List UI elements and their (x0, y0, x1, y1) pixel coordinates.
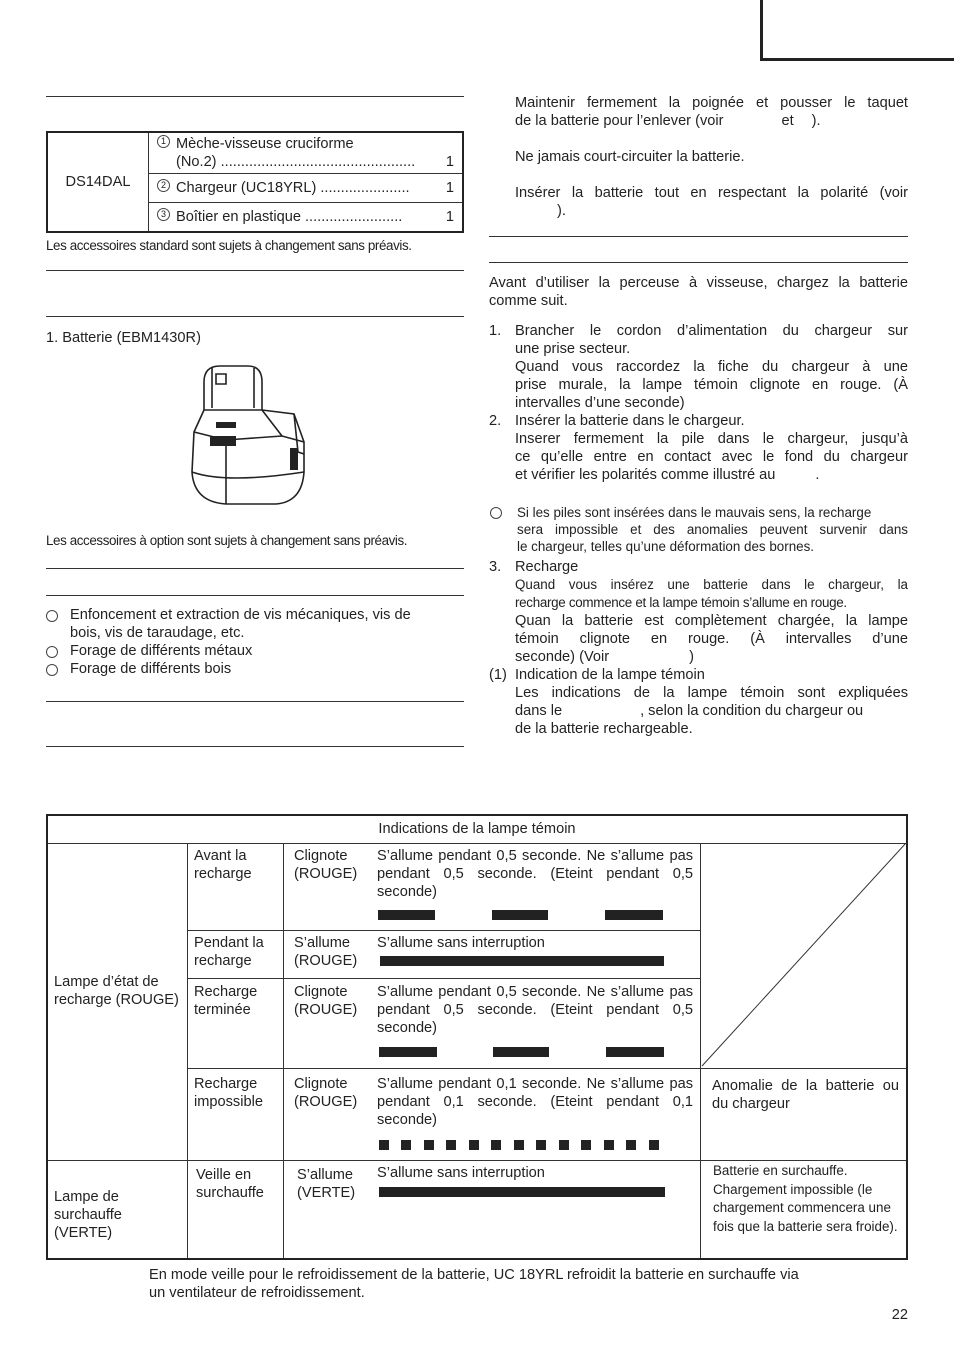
application-text: bois, vis de taraudage, etc. (70, 625, 245, 641)
text-line: prise murale, la lampe témoin clignote en rouge. (À (515, 377, 908, 393)
state-cell: Recharge terminée (194, 984, 258, 1018)
bullet-icon (490, 507, 502, 519)
table-header: Indications de la lampe témoin (378, 821, 576, 837)
text-line: Quand vous raccordez la fiche du chargeur à une (515, 359, 908, 375)
charging-intro (489, 274, 908, 310)
accessory-name: Mèche-visseuse cruciforme (176, 136, 354, 152)
section-rule (489, 262, 908, 263)
bullet-icon (46, 664, 58, 676)
text-line: comme suit. (489, 293, 568, 309)
accessory-qty: 1 (445, 180, 454, 196)
circled-number: 1 (157, 135, 170, 148)
blink-bar (492, 910, 548, 920)
application-text: Enfoncement et extraction de vis mécaniques, vis de (70, 607, 411, 623)
text-line: Les indications de la lampe témoin sont expliquées (515, 685, 908, 701)
text-line: et vérifier les polarités comme illustré au (515, 467, 776, 483)
accessory-qty: 1 (445, 154, 454, 170)
text-line: le chargeur, telles qu’une déformation des bornes. (517, 539, 815, 554)
text-line: Si les piles sont insérées dans le mauvais sens, la recharge (517, 505, 872, 520)
text-line: En mode veille pour le refroidissement de la batterie, UC 18YRL refroidit la batterie en surchauffe via (149, 1267, 799, 1283)
step-number: 3. (489, 559, 502, 575)
text-line: Insérer la batterie dans le chargeur. (515, 413, 745, 429)
accessory-qty: 1 (445, 209, 454, 225)
text-line: recharge commence et la lampe témoin s’allume en rouge. (515, 595, 847, 610)
blink-bar (493, 1047, 549, 1057)
circled-number: 3 (157, 208, 170, 221)
text-line: ) (689, 649, 694, 665)
continuous-bar (380, 956, 664, 966)
text-line: Inserer fermement la pile dans le chargeur, jusqu’à (515, 431, 908, 447)
circled-number: 2 (157, 179, 170, 192)
text-line: Maintenir fermement la poignée et pousser le taquet (515, 95, 908, 111)
state-cell: Veille en surchauffe (196, 1167, 264, 1201)
accessory-name-cont: (No.2) ................................................ (176, 154, 416, 170)
optional-item: 1. Batterie (EBM1430R) (46, 330, 201, 346)
desc-cell: S’allume pendant 0,5 seconde. Ne s’allume pas pendant 0,5 seconde. (Eteint pendant 0,5 seconde) (377, 848, 693, 900)
state-cell: Pendant la recharge (194, 935, 264, 969)
accessory-row (149, 132, 464, 174)
blink-bar (605, 910, 663, 920)
section-rule (489, 236, 908, 237)
text-line: ). (811, 113, 821, 129)
section-rule (46, 701, 464, 702)
mode-cell: Clignote (ROUGE) (294, 984, 358, 1018)
list-item (46, 660, 466, 678)
text-line: dans le (515, 703, 563, 719)
text-line: ). (557, 203, 566, 219)
standard-note: Les accessoires standard sont sujets à changement sans préavis. (46, 238, 412, 253)
accessory-row (149, 203, 464, 233)
text-line: Recharge (515, 559, 579, 575)
text-line: intervalles d’une seconde) (515, 395, 685, 411)
table-rule (187, 843, 188, 1258)
text-line: Indication de la lampe témoin (515, 667, 705, 683)
desc-cell: S’allume sans interruption (377, 935, 545, 951)
optional-note: Les accessoires à option sont sujets à changement sans préavis. (46, 533, 408, 548)
text-line: Avant d’utiliser la perceuse à visseuse, chargez la batterie (489, 275, 908, 291)
page-corner-tab (760, 0, 954, 61)
applications-list (46, 606, 466, 678)
desc-cell: S’allume sans interruption (377, 1165, 545, 1181)
battery-illustration (186, 362, 310, 512)
section-rule (46, 316, 464, 317)
fast-blink-bar (379, 1137, 667, 1147)
bullet-icon (46, 646, 58, 658)
caution-note (489, 504, 908, 555)
red-lamp-label: Lampe d’état de recharge (ROUGE) (54, 974, 179, 1008)
step-number: (1) (489, 667, 507, 683)
text-line: de la batterie pour l’enlever (voir (515, 113, 724, 129)
blink-bar (606, 1047, 664, 1057)
text-line: et (781, 113, 794, 129)
recharge-step (489, 558, 908, 738)
section-rule (46, 96, 464, 97)
text-line: un ventilateur de refroidissement. (149, 1285, 365, 1301)
mode-cell: S’allume (ROUGE) (294, 935, 358, 969)
charging-steps (489, 322, 908, 484)
mode-cell: Clignote (ROUGE) (294, 1076, 358, 1110)
desc-cell: S’allume pendant 0,5 seconde. Ne s’allume pas pendant 0,5 seconde. (Eteint pendant 0,5 seconde) (377, 984, 693, 1036)
blink-bar (378, 910, 435, 920)
text-line: de la batterie rechargeable. (515, 721, 693, 737)
step-number: 2. (489, 413, 502, 429)
text-line: ce qu’elle entre en contact avec le fond du chargeur (515, 449, 908, 465)
text-line: Quan la batterie est complètement chargée, la lampe (515, 613, 908, 629)
fast-blink-pattern (379, 1140, 667, 1150)
text-line: seconde) (Voir (515, 649, 610, 665)
application-text: Forage de différents métaux (70, 643, 253, 659)
text-line: une prise secteur. (515, 341, 631, 357)
note-cell: Batterie en surchauffe. Chargement impossible (le chargement commencera une fois que la batterie sera froide). (713, 1163, 898, 1234)
page-number: 22 (891, 1307, 908, 1323)
accessory-name: Boîtier en plastique ........................ (176, 209, 403, 225)
desc-cell: S’allume pendant 0,1 seconde. Ne s’allume pas pendant 0,1 seconde. (Eteint pendant 0,1 seconde) (377, 1076, 693, 1128)
mode-cell: Clignote (ROUGE) (294, 848, 358, 882)
model-cell: DS14DAL (47, 132, 149, 232)
text-line: Insérer la batterie tout en respectant la polarité (voir (515, 185, 908, 201)
text-line: Quand vous insérez une batterie dans le chargeur, la (515, 577, 908, 592)
table-rule (187, 930, 700, 931)
empty-cell-diagonal (700, 843, 906, 1068)
mode-cell: S’allume (VERTE) (297, 1167, 356, 1201)
note-cell: Anomalie de la batterie ou du chargeur (712, 1078, 899, 1112)
accessory-row (149, 174, 464, 203)
section-rule (46, 568, 464, 569)
accessory-name: Chargeur (UC18YRL) ...................... (176, 180, 410, 196)
text-line: sera impossible et des anomalies peuvent survenir dans (517, 522, 908, 537)
cooling-note (149, 1266, 909, 1302)
text-line: . (815, 467, 820, 483)
table-rule (48, 1160, 906, 1161)
table-rule (187, 978, 700, 979)
section-rule (46, 270, 464, 271)
text-line: Brancher le cordon d’alimentation du chargeur sur (515, 323, 908, 339)
table-rule (283, 843, 284, 1258)
battery-insert-text (515, 184, 908, 220)
list-item (46, 606, 466, 642)
battery-removal-text (515, 94, 908, 130)
short-circuit-warning: Ne jamais court-circuiter la batterie. (515, 149, 745, 165)
section-rule (46, 746, 464, 747)
text-line: , selon la condition du chargeur ou (640, 703, 864, 719)
state-cell: Avant la recharge (194, 848, 252, 882)
section-rule (46, 595, 464, 596)
green-lamp-label: Lampe de surchauffe (VERTE) (54, 1189, 122, 1241)
standard-accessories-table (46, 131, 464, 233)
text-line: témoin clignote en rouge. (À intervalles d’une (515, 631, 908, 647)
application-text: Forage de différents bois (70, 661, 232, 677)
list-item (46, 642, 466, 660)
continuous-bar (379, 1187, 665, 1197)
step-number: 1. (489, 323, 502, 339)
lamp-indication-table (46, 814, 908, 1260)
table-rule (187, 1068, 906, 1069)
state-cell: Recharge impossible (194, 1076, 263, 1110)
blink-bar (379, 1047, 437, 1057)
bullet-icon (46, 610, 58, 622)
